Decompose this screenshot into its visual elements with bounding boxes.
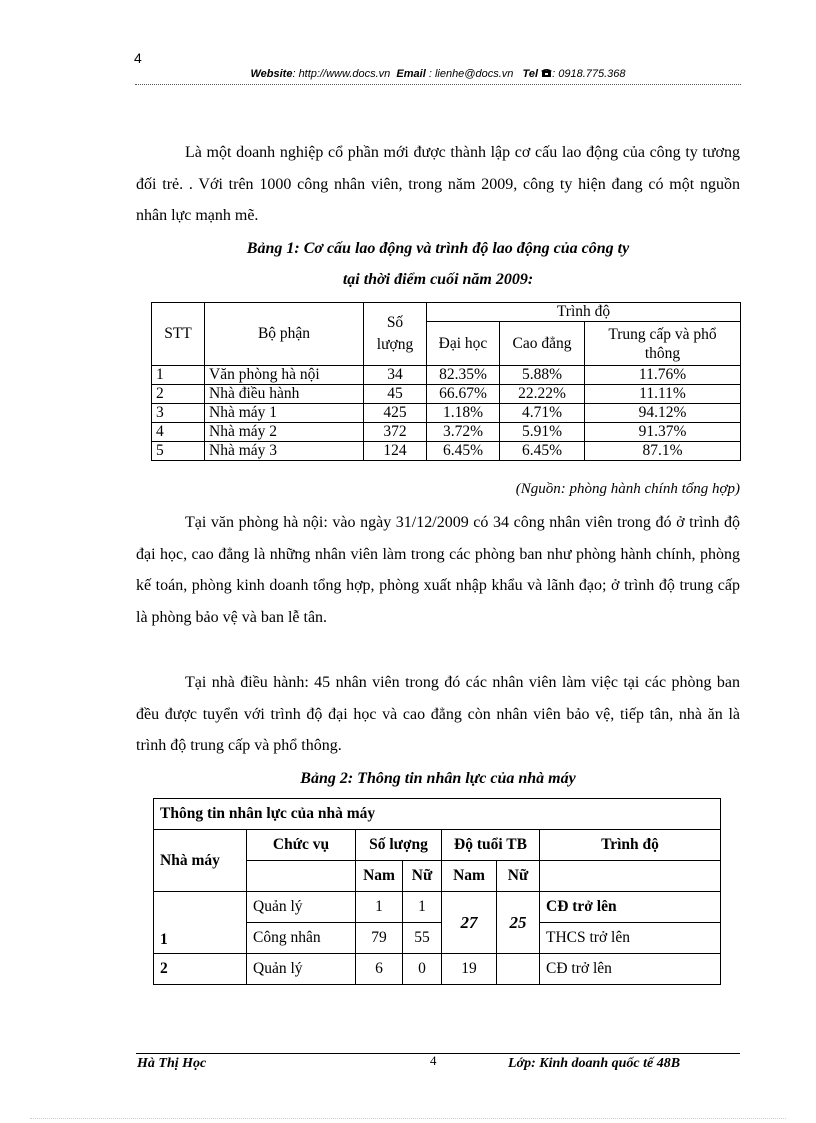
footer-author: Hà Thị Học: [137, 1056, 207, 1071]
email-link[interactable]: : lienhe@docs.vn: [428, 68, 514, 80]
footer-divider: [136, 1053, 740, 1054]
t2-header-soluong: Số lượng: [356, 830, 442, 861]
table-row: 1 Văn phòng hà nội 34 82.35% 5.88% 11.76%: [152, 366, 741, 385]
t2-header-nu: Nữ: [403, 861, 442, 892]
t2-header-nam: Nam: [356, 861, 403, 892]
page-number-top: 4: [134, 50, 142, 66]
table-row: 2 Nhà điều hành 45 66.67% 22.22% 11.11%: [152, 385, 741, 404]
website-label: Website: [250, 68, 293, 80]
table2-caption: Bảng 2: Thông tin nhân lực của nhà máy: [300, 770, 576, 787]
footer-class: Lớp: Kinh doanh quốc tế 48B: [508, 1056, 681, 1071]
table-row: 5 Nhà máy 3 124 6.45% 6.45% 87.1%: [152, 442, 741, 461]
table-1: [151, 302, 741, 461]
t2-factory-2: 2: [154, 954, 247, 985]
t1-header-bophan: Bộ phận: [205, 303, 364, 366]
footer-page-number: 4: [430, 1053, 437, 1068]
t2-header-nhamay: Nhà máy: [154, 830, 247, 892]
tel-label: Tel: [522, 68, 539, 80]
t2-age-nam-f1: 27: [442, 892, 497, 954]
page-bottom-divider: [30, 1118, 786, 1119]
page-header: [135, 68, 741, 85]
t1-header-daihoc: Đại học: [427, 322, 500, 366]
paragraph-3: Tại nhà điều hành: 45 nhân viên trong đó các nhân viên làm việc tại các phòng ban đều được tuyển với trình độ đại học và cao đẳng còn nhân viên bảo vệ, tiếp tân, nhà ăn là trình độ trung cấp và phổ thông.: [136, 674, 740, 754]
t1-header-stt: STT: [152, 303, 205, 366]
paragraph-2: Tại văn phòng hà nội: vào ngày 31/12/2009 có 34 công nhân viên trong đó ở trình độ đại học, cao đẳng là những nhân viên làm trong các phòng ban như phòng hành chính, phòng kế toán, phòng kinh doanh tổng hợp, phòng xuất nhập khẩu và lãnh đạo; ở trình độ trung cấp là phòng bảo vệ và ban lễ tân.: [136, 514, 740, 626]
table-row: 4 Nhà máy 2 372 3.72% 5.91% 91.37%: [152, 423, 741, 442]
t2-factory-1: 1: [154, 892, 247, 954]
table1-source: (Nguồn: phòng hành chính tổng hợp): [515, 481, 740, 497]
table1-caption-line2: tại thời điểm cuối năm 2009:: [342, 271, 534, 288]
t1-header-trungcap: Trung cấp và phổ thông: [585, 322, 741, 366]
table-2: [153, 798, 721, 985]
phone-icon: [541, 68, 552, 81]
table-row: 2 Quản lý 6 0 19 CĐ trở lên: [154, 954, 721, 985]
website-link[interactable]: : http://www.docs.vn: [292, 68, 391, 80]
paragraph-1: Là một doanh nghiệp cổ phần mới được thành lập cơ cấu lao động của công ty tương đối trẻ. . Với trên 1000 công nhân viên, trong năm 2009, công ty hiện đang có một nguồn nhân lực mạnh mẽ.: [136, 144, 740, 224]
t1-header-caodang: Cao đẳng: [500, 322, 585, 366]
t2-header-chucvu: Chức vụ: [247, 830, 356, 861]
tel-value: : 0918.775.368: [552, 68, 626, 80]
t2-age-nu-f1: 25: [497, 892, 540, 954]
t2-title: Thông tin nhân lực của nhà máy: [154, 799, 721, 830]
table-row: 3 Nhà máy 1 425 1.18% 4.71% 94.12%: [152, 404, 741, 423]
t1-header-soluong: Số lượng: [364, 303, 427, 366]
table1-caption-line1: Bảng 1: Cơ cấu lao động và trình độ lao động của công ty: [246, 240, 630, 257]
table-row: 1 Quản lý 1 1 27 25 CĐ trở lên: [154, 892, 721, 923]
email-label: Email: [396, 68, 426, 80]
t2-header-dotuoi: Độ tuổi TB: [442, 830, 540, 861]
t1-header-trinhdo: Trình độ: [427, 303, 741, 322]
t2-header-nam-age: Nam: [442, 861, 497, 892]
table-row: Công nhân 79 55 THCS trở lên: [154, 923, 721, 954]
t2-header-nu-age: Nữ: [497, 861, 540, 892]
t2-header-trinhdo: Trình độ: [540, 830, 721, 861]
